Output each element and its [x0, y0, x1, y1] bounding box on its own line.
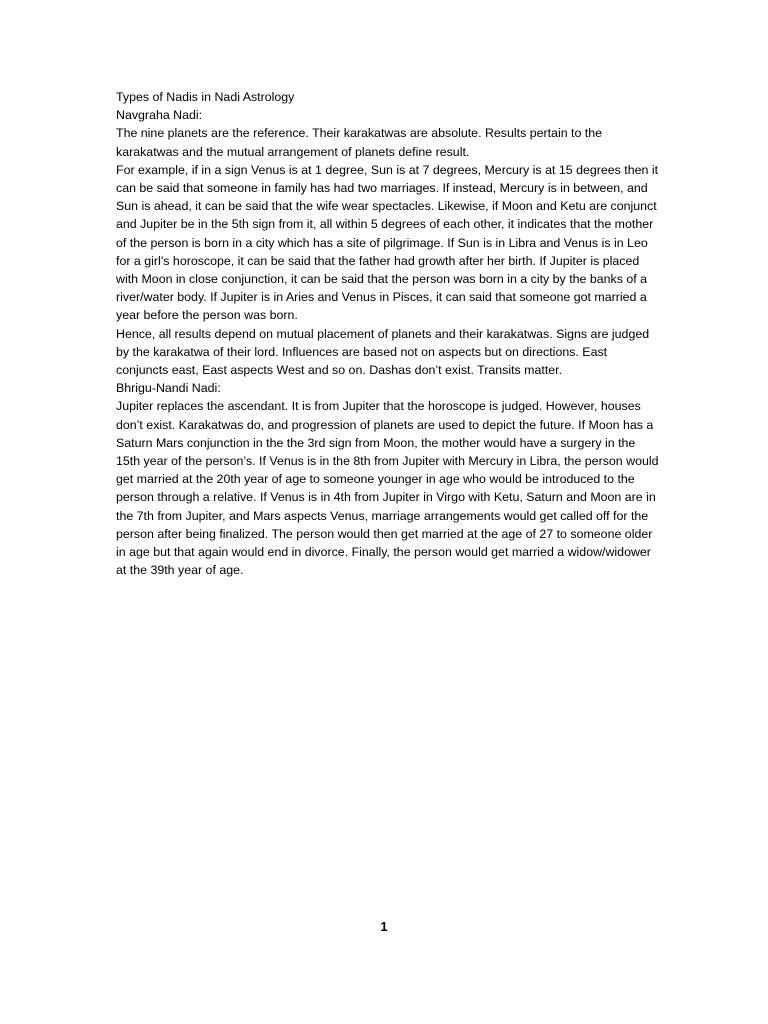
document-body: [116, 88, 660, 579]
paragraph: The nine planets are the reference. Their karakatwas are absolute. Results pertain to the karakatwas and the mutual arrangement of planets define result.: [116, 126, 603, 159]
paragraph: Hence, all results depend on mutual placement of planets and their karakatwas. Signs are judged by the karakatwa of their lord. Influences are based not on aspects but on directions. East conjuncts east, East aspects West and so on. Dashas don’t exist. Transits matter.: [116, 326, 650, 378]
document-title: Types of Nadis in Nadi Astrology: [116, 90, 295, 104]
section-heading-bhrigu-nandi: Bhrigu-Nandi Nadi:: [116, 381, 221, 396]
paragraph: For example, if in a sign Venus is at 1 degree, Sun is at 7 degrees, Mercury is at 15 degrees then it can be said that someone in family has had two marriages. If instead, Mercury is in between, and Sun is ahead, it can be said that the wife wear spectacles. Likewise, if Moon and Ketu are conjunct and Jupiter be in the 5th sign from it, all within 5 degrees of each other, it indicates that the mother of the person is born in a city which has a site of pilgrimage. If Sun is in Libra and Venus is in Leo for a girl’s horoscope, it can be said that the father had growth after her birth. If Jupiter is placed with Moon in close conjunction, it can be said that the person was born in a city by the banks of a river/water body. If Jupiter is in Aries and Venus in Pisces, it can said that someone got married a year before the person was born.: [116, 162, 659, 323]
section-heading-navgraha: Navgraha Nadi:: [116, 108, 203, 123]
page-number: 1: [380, 919, 388, 934]
paragraph: Jupiter replaces the ascendant. It is from Jupiter that the horoscope is judged. However, houses don’t exist. Karakatwas do, and progression of planets are used to depict the future. If Moon has a Saturn Mars conjunction in the the 3rd sign from Moon, the mother would have a surgery in the 15th year of the person’s. If Venus is in the 8th from Jupiter with Mercury in Libra, the person would get married at the 20th year of age to someone younger in age who would be introduced to the person through a relative. If Venus is in 4th from Jupiter in Virgo with Ketu, Saturn and Moon are in the 7th from Jupiter, and Mars aspects Venus, marriage arrangements would get called off for the person after being finalized. The person would then get married at the age of 27 to someone older in age but that again would end in divorce. Finally, the person would get married a widow/widower at the 39th year of age.: [116, 399, 659, 578]
